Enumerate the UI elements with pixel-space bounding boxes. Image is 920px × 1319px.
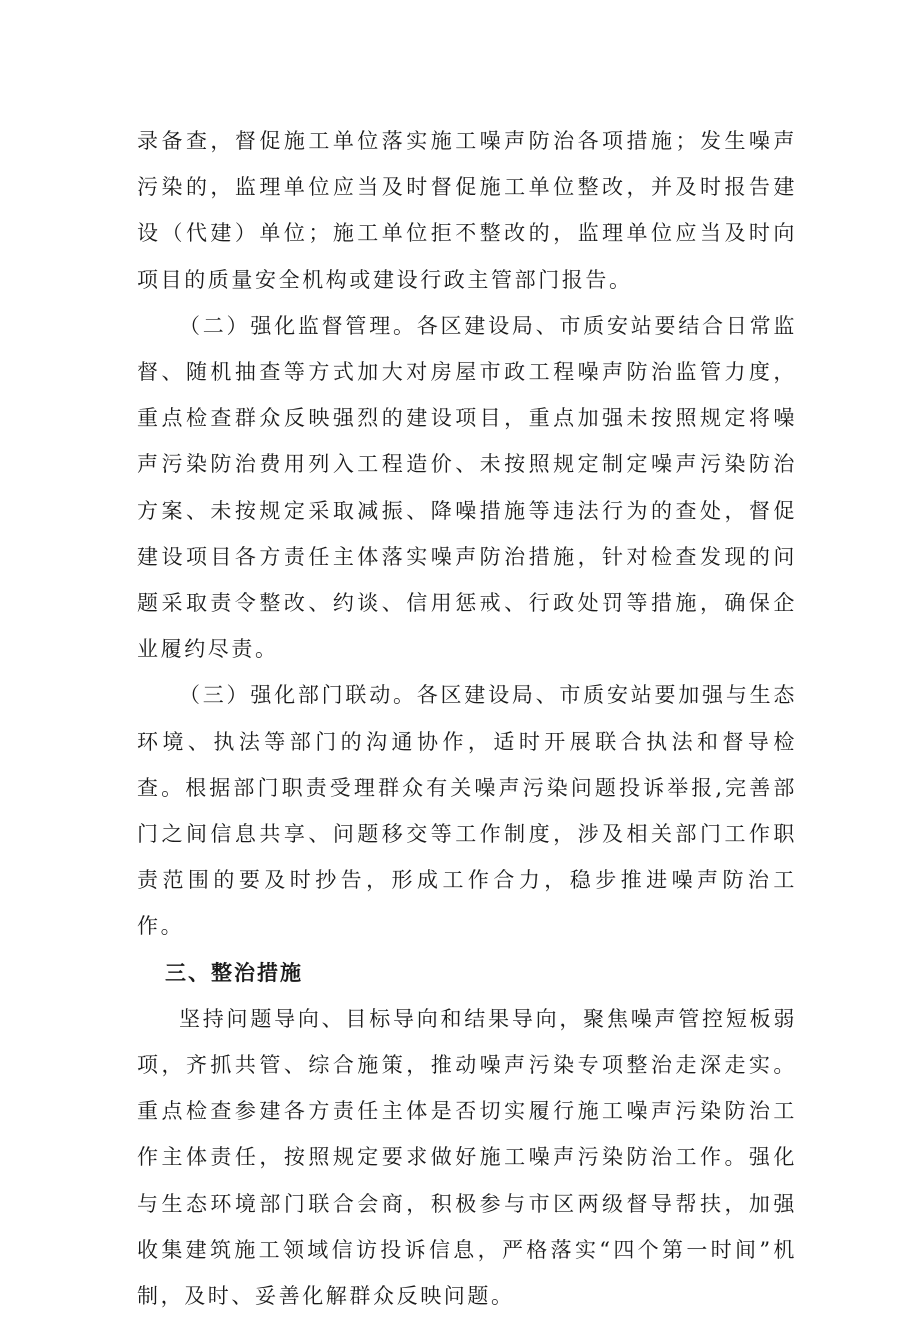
section-heading-rectification-measures: 三、整治措施 (165, 960, 303, 985)
document-body (137, 118, 797, 1319)
paragraph-rectification-details: 坚持问题导向、目标导向和结果导向，聚焦噪声管控短板弱项，齐抓共管、综合施策，推动噪声污染专项整治走深走实。重点检查参建各方责任主体是否切实履行施工噪声污染防治工作主体责任，按照规定要求做好施工噪声污染防治工作。强化与生态环境部门联合会商，积极参与市区两级督导帮扶，加强收集建筑施工领域信访投诉信息，严格落实“四个第一时间”机制，及时、妥善化解群众反映问题。 (137, 1006, 797, 1309)
paragraph-continuation: 录备查，督促施工单位落实施工噪声防治各项措施；发生噪声污染的，监理单位应当及时督促施工单位整改，并及时报告建设（代建）单位；施工单位拒不整改的，监理单位应当及时向项目的质量安全机构或建设行政主管部门报告。 (137, 129, 797, 292)
paragraph-department-coordination: （三）强化部门联动。各区建设局、市质安站要加强与生态环境、执法等部门的沟通协作，适时开展联合执法和督导检查。根据部门职责受理群众有关噪声污染问题投诉举报,完善部门之间信息共享、问题移交等工作制度，涉及相关部门工作职责范围的要及时抄告，形成工作合力，稳步推进噪声防治工作。 (137, 683, 797, 939)
paragraph-supervision-management: （二）强化监督管理。各区建设局、市质安站要结合日常监督、随机抽查等方式加大对房屋市政工程噪声防治监管力度，重点检查群众反映强烈的建设项目，重点加强未按照规定将噪声污染防治费用列入工程造价、未按照规定制定噪声污染防治方案、未按规定采取减振、降噪措施等违法行为的查处，督促建设项目各方责任主体落实噪声防治措施，针对检查发现的问题采取责令整改、约谈、信用惩戒、行政处罚等措施，确保企业履约尽责。 (137, 313, 797, 662)
